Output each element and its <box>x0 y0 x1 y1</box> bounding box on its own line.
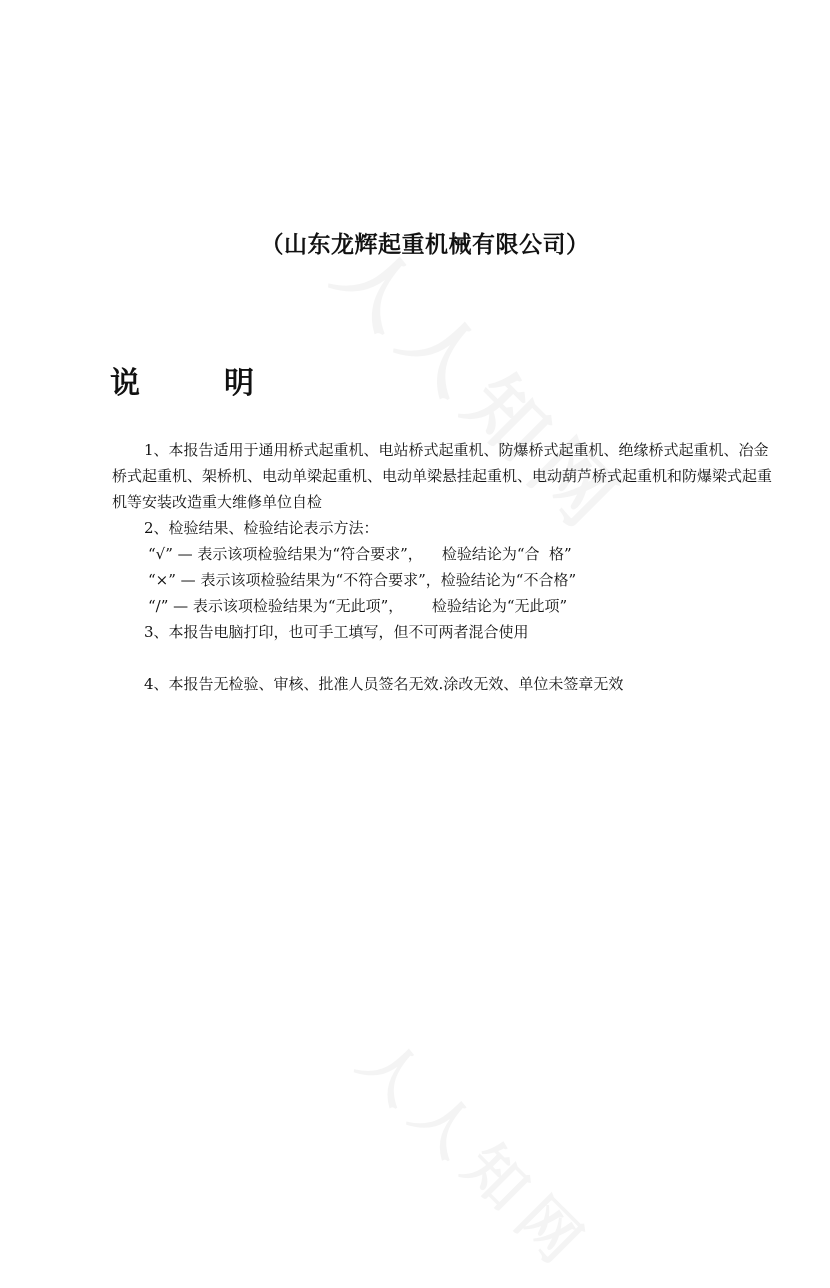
symbol-legend-na: “/” — 表示该项检验结果为“无此项”， 检验结论为“无此项” <box>148 597 568 615</box>
instruction-item-3: 3、本报告电脑打印，也可手工填写，但不可两者混合使用 <box>144 623 529 641</box>
symbol-legend-fail: “×” — 表示该项检验结果为“不符合要求”，检验结论为“不合格” <box>148 571 577 589</box>
spacer <box>112 645 772 671</box>
company-name: （山东龙辉起重机械有限公司） <box>260 232 590 258</box>
instruction-item-2: 2、检验结果、检验结论表示方法： <box>144 519 379 537</box>
watermark-bottom <box>343 1018 613 1288</box>
heading-char-2: 明 <box>224 366 254 401</box>
instructions-body <box>112 437 772 697</box>
instruction-item-4: 4、本报告无检验、审核、批准人员签名无效.涂改无效、单位未签章无效 <box>144 675 624 693</box>
section-heading <box>110 358 254 402</box>
symbol-legend-pass: “√” — 表示该项检验结果为“符合要求”， 检验结论为“合 格” <box>148 545 572 563</box>
heading-char-1: 说 <box>110 366 140 401</box>
instruction-item-1: 1、本报告适用于通用桥式起重机、电站桥式起重机、防爆桥式起重机、绝缘桥式起重机、冶金桥式起重机、架桥机、电动单梁起重机、电动单梁悬挂起重机、电动葫芦桥式起重机和防爆梁式起重机等安装改造重大维修单位自检 <box>112 441 773 511</box>
